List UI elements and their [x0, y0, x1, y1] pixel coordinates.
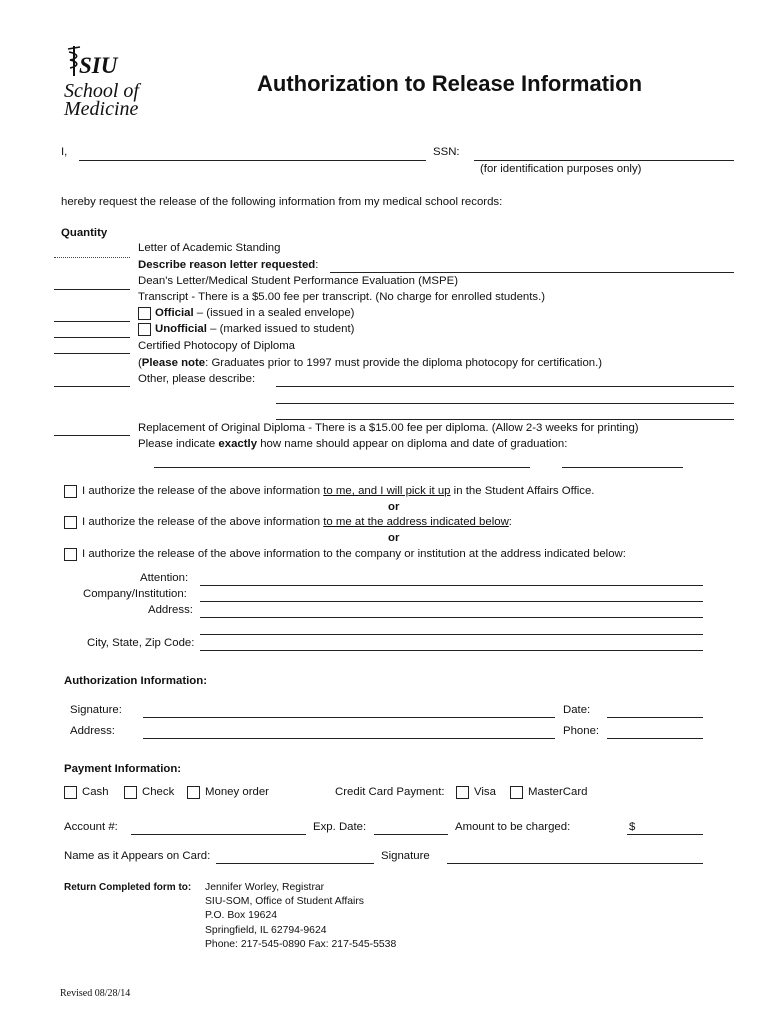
credit-card-label: Credit Card Payment: [335, 786, 445, 798]
mspe-label: Dean's Letter/Medical Student Performance Evaluation (MSPE) [138, 275, 459, 287]
ssn-field[interactable] [474, 160, 734, 161]
graduation-date-field[interactable] [562, 467, 683, 468]
page-title: Authorization to Release Information [257, 71, 643, 96]
return-line: P.O. Box 19624 [205, 910, 278, 922]
logo-siu: SIU [79, 53, 118, 78]
replacement-label: Replacement of Original Diploma - There is a $15.00 fee per diploma. (Allow 2-3 weeks for printing) [138, 422, 639, 434]
exp-date-label: Exp. Date: [313, 821, 367, 833]
date-label: Date: [563, 704, 591, 716]
visa-label: Visa [474, 786, 496, 798]
mail-to-me-checkbox[interactable] [64, 516, 77, 529]
unofficial-checkbox[interactable] [138, 323, 151, 336]
qty-unofficial-field[interactable] [54, 337, 130, 338]
logo-medicine: Medicine [64, 98, 139, 120]
attention-label: Attention: [140, 572, 189, 584]
official-label: Official – (issued in a sealed envelope) [155, 307, 355, 319]
please-note-text: (Please note: Graduates prior to 1997 must provide the diploma photocopy for certification.) [138, 357, 603, 369]
attention-field[interactable] [200, 585, 703, 586]
address-field-1[interactable] [200, 617, 703, 618]
phone-label: Phone: [563, 725, 600, 737]
mastercard-label: MasterCard [528, 786, 588, 798]
diploma-copy-label: Certified Photocopy of Diploma [138, 340, 296, 352]
return-label: Return Completed form to: [64, 882, 192, 893]
exp-date-field[interactable] [374, 834, 448, 835]
ssn-label: SSN: [433, 146, 460, 158]
address-label: Address: [148, 604, 193, 616]
describe-reason-field[interactable] [330, 272, 734, 273]
auth-address-label: Address: [70, 725, 115, 737]
phone-field[interactable] [607, 738, 703, 739]
cash-checkbox[interactable] [64, 786, 77, 799]
name-on-card-label: Name as it Appears on Card: [64, 850, 211, 862]
diploma-name-field[interactable] [154, 467, 530, 468]
company-label: Company/Institution: [83, 588, 187, 600]
logo-school-of: School of [64, 80, 139, 102]
mastercard-checkbox[interactable] [510, 786, 523, 799]
date-field[interactable] [607, 717, 703, 718]
return-line: Jennifer Worley, Registrar [205, 882, 325, 893]
letter-academic-label: Letter of Academic Standing [138, 242, 281, 254]
mail-to-me-option-text: I authorize the release of the above information to me at the address indicated below: [82, 516, 512, 528]
revised-date: Revised 08/28/14 [60, 988, 131, 999]
amount-label: Amount to be charged: [455, 821, 571, 833]
transcript-label: Transcript - There is a $5.00 fee per transcript. (No charge for enrolled students.) [138, 291, 546, 303]
card-signature-label: Signature [381, 850, 430, 862]
auth-info-heading: Authorization Information: [64, 675, 207, 687]
qty-replacement-field[interactable] [54, 435, 130, 436]
city-state-zip-label: City, State, Zip Code: [87, 637, 195, 649]
indicate-text: Please indicate exactly how name should appear on diploma and date of graduation: [138, 438, 568, 450]
signature-field[interactable] [143, 717, 555, 718]
mail-to-company-checkbox[interactable] [64, 548, 77, 561]
pickup-checkbox[interactable] [64, 485, 77, 498]
return-line: SIU-SOM, Office of Student Affairs [205, 896, 365, 908]
other-describe-field-3[interactable] [276, 419, 734, 420]
or-divider-2: or [388, 532, 400, 544]
qty-mspe-field[interactable] [54, 289, 130, 290]
quantity-heading: Quantity [61, 227, 108, 239]
other-label: Other, please describe: [138, 373, 256, 385]
or-divider-1: or [388, 501, 400, 513]
ssn-note: (for identification purposes only) [480, 163, 642, 175]
cash-label: Cash [82, 786, 109, 798]
qty-letter-field[interactable] [54, 257, 130, 258]
check-checkbox[interactable] [124, 786, 137, 799]
qty-official-field[interactable] [54, 321, 130, 322]
account-label: Account #: [64, 821, 118, 833]
describe-reason-label: Describe reason letter requested: [138, 259, 319, 271]
card-signature-field[interactable] [447, 863, 703, 864]
other-describe-field-2[interactable] [276, 403, 734, 404]
return-line: Phone: 217-545-0890 Fax: 217-545-5538 [205, 938, 397, 950]
dollar-sign: $ [629, 821, 636, 833]
amount-field[interactable] [627, 834, 703, 835]
name-field[interactable] [79, 160, 426, 161]
check-label: Check [142, 786, 175, 798]
name-on-card-field[interactable] [216, 863, 374, 864]
money-order-label: Money order [205, 786, 269, 798]
official-checkbox[interactable] [138, 307, 151, 320]
money-order-checkbox[interactable] [187, 786, 200, 799]
company-field[interactable] [200, 601, 703, 602]
qty-diploma-copy-field[interactable] [54, 353, 130, 354]
other-describe-field-1[interactable] [276, 386, 734, 387]
mail-to-company-option-text: I authorize the release of the above information to the company or institution at the address indicated below: [82, 548, 626, 560]
pickup-option-text: I authorize the release of the above information to me, and I will pick it up in the Student Affairs Office. [82, 485, 595, 497]
return-line: Springfield, IL 62794-9624 [205, 924, 327, 936]
visa-checkbox[interactable] [456, 786, 469, 799]
qty-other-field[interactable] [54, 386, 130, 387]
address-field-2[interactable] [200, 634, 703, 635]
return-address [205, 881, 396, 952]
auth-address-field[interactable] [143, 738, 555, 739]
signature-label: Signature: [70, 704, 122, 716]
i-label: I, [61, 146, 68, 158]
account-field[interactable] [131, 834, 306, 835]
payment-heading: Payment Information: [64, 763, 182, 775]
request-text: hereby request the release of the following information from my medical school records: [61, 196, 503, 208]
city-state-zip-field[interactable] [200, 650, 703, 651]
unofficial-label: Unofficial – (marked issued to student) [155, 323, 355, 335]
